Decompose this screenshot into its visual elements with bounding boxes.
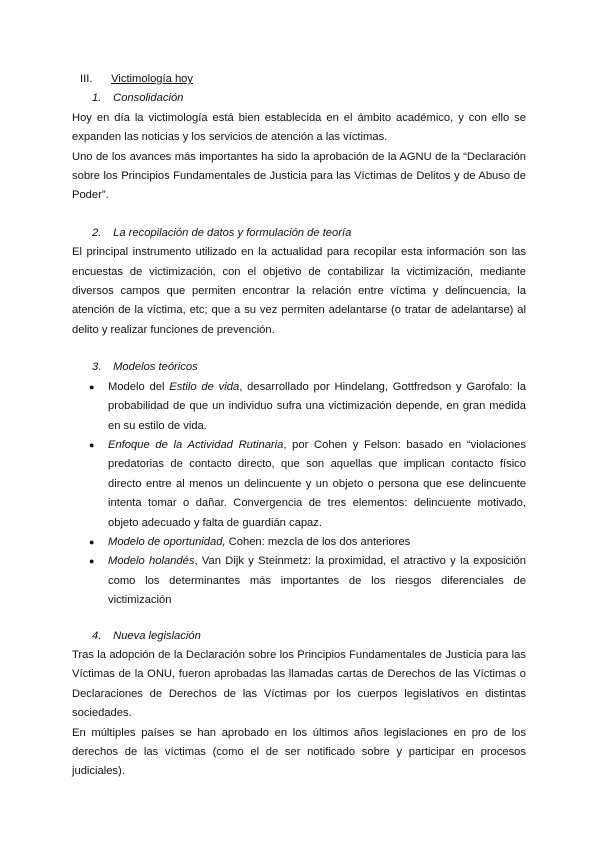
models-list — [72, 378, 526, 611]
list-item — [72, 436, 526, 533]
paragraph: Hoy en día la victimología está bien establecida en el ámbito académico, y con ello se expanden las noticias y los servicios de atención a las víctimas. — [72, 111, 526, 144]
item-emphasis: Enfoque de la Actividad Rutinaria — [108, 438, 284, 451]
subheading-title: Consolidación — [113, 92, 184, 105]
item-emphasis: Estilo de vida — [169, 380, 240, 393]
item-text: Cohen: mezcla de los dos anteriores — [225, 535, 411, 548]
subheading-number: 2. — [92, 226, 102, 239]
list-item — [72, 533, 526, 552]
bullet-icon: ● — [89, 381, 95, 392]
section-title: Victimología hoy — [111, 73, 193, 85]
subheading-number: 1. — [92, 92, 102, 105]
paragraph: El principal instrumento utilizado en la actualidad para recopilar esta información son las encuestas de victimización, con el objetivo de contabilizar la victimización, mediante diversos campos que permiten encontrar la relación entre víctima y delincuencia, la atención de la víctima, etc; que a su vez permiten adelantarse (o tratar de adelantarse) al delito y realizar funciones de prevención. — [72, 246, 526, 336]
item-text: Modelo del — [108, 380, 170, 393]
paragraph: Tras la adopción de la Declaración sobre los Principios Fundamentales de Justicia para las Víctimas de la ONU, fueron aprobadas las llamadas cartas de Derechos de las Víctimas o Declaraciones de Derechos de las Víctimas por los cuerpos legislativos en distintas sociedades. — [72, 648, 526, 720]
list-item — [72, 552, 526, 610]
spacer — [72, 611, 526, 627]
paragraph: Uno de los avances más importantes ha sido la aprobación de la AGNU de la “Declaración sobre los Principios Fundamentales de Justicia para las Víctimas de Delitos y de Abuso de Poder”. — [72, 150, 526, 202]
item-text: , Van Dijk y Steinmetz: la proximidad, el atractivo y la exposición como los determinantes más importantes de los riesgos diferenciales de victimización — [108, 555, 526, 607]
subheading-recopilacion — [92, 224, 526, 243]
subheading-number: 4. — [92, 629, 102, 642]
spacer — [72, 206, 526, 224]
subheading-title: La recopilación de datos y formulación de teoría — [113, 226, 352, 239]
item-text: , desarrollado por Hindelang, Gottfredson y Garofalo: la probabilidad de que un individuo sufra una victimización depende, en gran medida en su estilo de vida. — [108, 380, 526, 432]
section-number: III. — [80, 73, 93, 85]
document-page — [72, 70, 526, 782]
bullet-icon: ● — [89, 536, 95, 547]
subheading-consolidacion — [92, 89, 526, 108]
subheading-title: Nueva legislación — [113, 629, 201, 642]
bullet-icon: ● — [89, 439, 95, 450]
paragraph: En múltiples países se han aprobado en los últimos años legislaciones en pro de los derechos de las víctimas (como el de ser notificado sobre y participar en procesos judiciales). — [72, 726, 526, 778]
item-emphasis: Modelo holandés — [108, 555, 195, 568]
item-text: , por Cohen y Felson: basado en “violaciones predatorias de contacto directo, que son aquellas que implican contacto físico directo entre al menos un delincuente y un objeto o persona que ese delincuente intenta tomar o dañar. Convergencia de tres elementos: delincuente motivado, objeto adecuado y falta de guardián capaz. — [108, 438, 526, 529]
item-emphasis: Modelo de oportunidad, — [108, 535, 226, 548]
spacer — [72, 340, 526, 358]
subheading-number: 3. — [92, 361, 102, 374]
subheading-modelos — [92, 358, 526, 377]
subheading-legislacion — [92, 627, 526, 646]
bullet-icon: ● — [89, 556, 95, 567]
subheading-title: Modelos teóricos — [113, 361, 198, 374]
section-heading — [80, 70, 526, 89]
list-item — [72, 378, 526, 436]
